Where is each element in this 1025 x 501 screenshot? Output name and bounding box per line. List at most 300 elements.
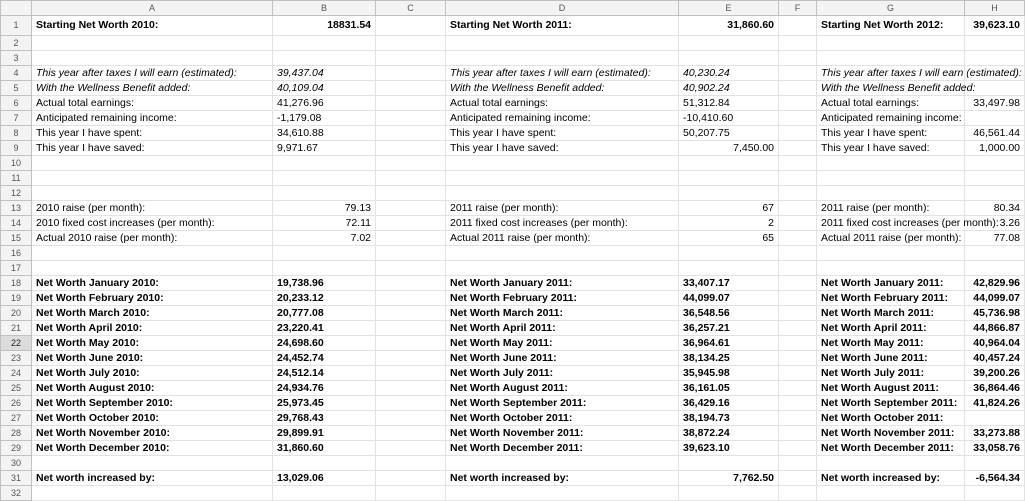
cell-b20[interactable]: 20,777.08 — [273, 306, 376, 321]
cell-d26[interactable]: Net Worth September 2011: — [446, 396, 679, 411]
row-header[interactable]: 11 — [1, 171, 32, 186]
cell-c28[interactable] — [376, 426, 446, 441]
cell-b23[interactable]: 24,452.74 — [273, 351, 376, 366]
cell-g17[interactable] — [817, 261, 965, 276]
cell-a27[interactable]: Net Worth October 2010: — [32, 411, 273, 426]
cell-g19[interactable]: Net Worth February 2011: — [817, 291, 965, 306]
cell-g30[interactable] — [817, 456, 965, 471]
cell-c15[interactable] — [376, 231, 446, 246]
cell-d21[interactable]: Net Worth April 2011: — [446, 321, 679, 336]
cell-g5[interactable]: With the Wellness Benefit added: — [817, 81, 965, 96]
cell-f14[interactable] — [779, 216, 817, 231]
cell-d25[interactable]: Net Worth August 2011: — [446, 381, 679, 396]
cell-h23[interactable]: 40,457.24 — [965, 351, 1025, 366]
cell-d7[interactable]: Anticipated remaining income: — [446, 111, 679, 126]
cell-d16[interactable] — [446, 246, 679, 261]
cell-a8[interactable]: This year I have spent: — [32, 126, 273, 141]
cell-e24[interactable]: 35,945.98 — [679, 366, 779, 381]
cell-d28[interactable]: Net Worth November 2011: — [446, 426, 679, 441]
cell-d1[interactable]: Starting Net Worth 2011: — [446, 16, 679, 36]
cell-b2[interactable] — [273, 36, 376, 51]
row-header[interactable]: 29 — [1, 441, 32, 456]
cell-h6[interactable]: 33,497.98 — [965, 96, 1025, 111]
cell-c10[interactable] — [376, 156, 446, 171]
cell-a5[interactable]: With the Wellness Benefit added: — [32, 81, 273, 96]
row-header[interactable]: 26 — [1, 396, 32, 411]
cell-d32[interactable] — [446, 486, 679, 501]
cell-c14[interactable] — [376, 216, 446, 231]
cell-e12[interactable] — [679, 186, 779, 201]
row-header[interactable]: 22 — [1, 336, 32, 351]
cell-h13[interactable]: 80.34 — [965, 201, 1025, 216]
cell-f21[interactable] — [779, 321, 817, 336]
sheet-row — [1, 171, 1025, 186]
cell-h1[interactable]: 39,623.10 — [965, 16, 1025, 36]
cell-f10[interactable] — [779, 156, 817, 171]
cell-f1[interactable] — [779, 16, 817, 36]
cell-g14[interactable]: 2011 fixed cost increases (per month): — [817, 216, 965, 231]
cell-g29[interactable]: Net Worth December 2011: — [817, 441, 965, 456]
cell-a15[interactable]: Actual 2010 raise (per month): — [32, 231, 273, 246]
row-header[interactable]: 8 — [1, 126, 32, 141]
cell-g25[interactable]: Net Worth August 2011: — [817, 381, 965, 396]
cell-h31[interactable]: -6,564.34 — [965, 471, 1025, 486]
cell-b8[interactable]: 34,610.88 — [273, 126, 376, 141]
cell-e27[interactable]: 38,194.73 — [679, 411, 779, 426]
cell-b6[interactable]: 41,276.96 — [273, 96, 376, 111]
cell-e31[interactable]: 7,762.50 — [679, 471, 779, 486]
cell-b25[interactable]: 24,934.76 — [273, 381, 376, 396]
cell-g11[interactable] — [817, 171, 965, 186]
column-header-f[interactable]: F — [779, 1, 817, 16]
cell-b3[interactable] — [273, 51, 376, 66]
row-header[interactable]: 12 — [1, 186, 32, 201]
cell-d20[interactable]: Net Worth March 2011: — [446, 306, 679, 321]
cell-c21[interactable] — [376, 321, 446, 336]
cell-d14[interactable]: 2011 fixed cost increases (per month): — [446, 216, 679, 231]
cell-d27[interactable]: Net Worth October 2011: — [446, 411, 679, 426]
cell-c30[interactable] — [376, 456, 446, 471]
row-header[interactable]: 24 — [1, 366, 32, 381]
cell-h29[interactable]: 33,058.76 — [965, 441, 1025, 456]
cell-d19[interactable]: Net Worth February 2011: — [446, 291, 679, 306]
cell-e14[interactable]: 2 — [679, 216, 779, 231]
cell-a6[interactable]: Actual total earnings: — [32, 96, 273, 111]
cell-c3[interactable] — [376, 51, 446, 66]
cell-a11[interactable] — [32, 171, 273, 186]
cell-a13[interactable]: 2010 raise (per month): — [32, 201, 273, 216]
cell-c24[interactable] — [376, 366, 446, 381]
cell-a18[interactable]: Net Worth January 2010: — [32, 276, 273, 291]
cell-f16[interactable] — [779, 246, 817, 261]
cell-c26[interactable] — [376, 396, 446, 411]
cell-c2[interactable] — [376, 36, 446, 51]
cell-g4[interactable]: This year after taxes I will earn (estimated): — [817, 66, 965, 81]
cell-e13[interactable]: 67 — [679, 201, 779, 216]
cell-e4[interactable]: 40,230.24 — [679, 66, 779, 81]
cell-e23[interactable]: 38,134.25 — [679, 351, 779, 366]
cell-e16[interactable] — [679, 246, 779, 261]
cell-g7[interactable]: Anticipated remaining income: — [817, 111, 965, 126]
cell-a30[interactable] — [32, 456, 273, 471]
cell-a20[interactable]: Net Worth March 2010: — [32, 306, 273, 321]
cell-h14[interactable]: 3.26 — [965, 216, 1025, 231]
cell-b21[interactable]: 23,220.41 — [273, 321, 376, 336]
cell-d18[interactable]: Net Worth January 2011: — [446, 276, 679, 291]
row-header[interactable]: 20 — [1, 306, 32, 321]
cell-b26[interactable]: 25,973.45 — [273, 396, 376, 411]
cell-e29[interactable]: 39,623.10 — [679, 441, 779, 456]
cell-g32[interactable] — [817, 486, 965, 501]
row-header[interactable]: 6 — [1, 96, 32, 111]
cell-d4[interactable]: This year after taxes I will earn (estimated): — [446, 66, 679, 81]
cell-b9[interactable]: 9,971.67 — [273, 141, 376, 156]
cell-a17[interactable] — [32, 261, 273, 276]
cell-f31[interactable] — [779, 471, 817, 486]
sheet-row — [1, 321, 1025, 336]
cell-a3[interactable] — [32, 51, 273, 66]
cell-a25[interactable]: Net Worth August 2010: — [32, 381, 273, 396]
cell-e11[interactable] — [679, 171, 779, 186]
cell-d30[interactable] — [446, 456, 679, 471]
cell-b32[interactable] — [273, 486, 376, 501]
cell-g16[interactable] — [817, 246, 965, 261]
cell-g28[interactable]: Net Worth November 2011: — [817, 426, 965, 441]
cell-a12[interactable] — [32, 186, 273, 201]
cell-c8[interactable] — [376, 126, 446, 141]
column-header-b[interactable]: B — [273, 1, 376, 16]
cell-f23[interactable] — [779, 351, 817, 366]
cell-f28[interactable] — [779, 426, 817, 441]
row-header[interactable]: 17 — [1, 261, 32, 276]
cell-a4[interactable]: This year after taxes I will earn (estimated): — [32, 66, 273, 81]
cell-a26[interactable]: Net Worth September 2010: — [32, 396, 273, 411]
cell-f26[interactable] — [779, 396, 817, 411]
cell-g21[interactable]: Net Worth April 2011: — [817, 321, 965, 336]
cell-d24[interactable]: Net Worth July 2011: — [446, 366, 679, 381]
row-header[interactable]: 23 — [1, 351, 32, 366]
cell-c13[interactable] — [376, 201, 446, 216]
cell-e1[interactable]: 31,860.60 — [679, 16, 779, 36]
cell-c9[interactable] — [376, 141, 446, 156]
cell-h28[interactable]: 33,273.88 — [965, 426, 1025, 441]
cell-c25[interactable] — [376, 381, 446, 396]
cell-f20[interactable] — [779, 306, 817, 321]
cell-b15[interactable]: 7.02 — [273, 231, 376, 246]
cell-a10[interactable] — [32, 156, 273, 171]
cell-a29[interactable]: Net Worth December 2010: — [32, 441, 273, 456]
cell-c6[interactable] — [376, 96, 446, 111]
cell-a16[interactable] — [32, 246, 273, 261]
cell-f7[interactable] — [779, 111, 817, 126]
cell-c16[interactable] — [376, 246, 446, 261]
cell-e30[interactable] — [679, 456, 779, 471]
cell-d29[interactable]: Net Worth December 2011: — [446, 441, 679, 456]
cell-e32[interactable] — [679, 486, 779, 501]
cell-h20[interactable]: 45,736.98 — [965, 306, 1025, 321]
cell-a31[interactable]: Net worth increased by: — [32, 471, 273, 486]
cell-f32[interactable] — [779, 486, 817, 501]
row-header[interactable]: 21 — [1, 321, 32, 336]
cell-h26[interactable]: 41,824.26 — [965, 396, 1025, 411]
cell-f8[interactable] — [779, 126, 817, 141]
cell-c7[interactable] — [376, 111, 446, 126]
cell-e28[interactable]: 38,872.24 — [679, 426, 779, 441]
row-header[interactable]: 28 — [1, 426, 32, 441]
cell-h30[interactable] — [965, 456, 1025, 471]
cell-f27[interactable] — [779, 411, 817, 426]
row-header[interactable]: 15 — [1, 231, 32, 246]
cell-a19[interactable]: Net Worth February 2010: — [32, 291, 273, 306]
cell-f2[interactable] — [779, 36, 817, 51]
cell-f29[interactable] — [779, 441, 817, 456]
row-header[interactable]: 18 — [1, 276, 32, 291]
cell-f19[interactable] — [779, 291, 817, 306]
cell-b12[interactable] — [273, 186, 376, 201]
cell-a22[interactable]: Net Worth May 2010: — [32, 336, 273, 351]
row-header[interactable]: 25 — [1, 381, 32, 396]
cell-h22[interactable]: 40,964.04 — [965, 336, 1025, 351]
cell-e26[interactable]: 36,429.16 — [679, 396, 779, 411]
cell-d17[interactable] — [446, 261, 679, 276]
cell-h15[interactable]: 77.08 — [965, 231, 1025, 246]
cell-d22[interactable]: Net Worth May 2011: — [446, 336, 679, 351]
cell-g24[interactable]: Net Worth July 2011: — [817, 366, 965, 381]
cell-g8[interactable]: This year I have spent: — [817, 126, 965, 141]
cell-f25[interactable] — [779, 381, 817, 396]
cell-h11[interactable] — [965, 171, 1025, 186]
cell-f5[interactable] — [779, 81, 817, 96]
cell-g20[interactable]: Net Worth March 2011: — [817, 306, 965, 321]
cell-c29[interactable] — [376, 441, 446, 456]
cell-e2[interactable] — [679, 36, 779, 51]
row-header[interactable]: 31 — [1, 471, 32, 486]
cell-b24[interactable]: 24,512.14 — [273, 366, 376, 381]
cell-f4[interactable] — [779, 66, 817, 81]
cell-h3[interactable] — [965, 51, 1025, 66]
row-header[interactable]: 7 — [1, 111, 32, 126]
cell-d9[interactable]: This year I have saved: — [446, 141, 679, 156]
row-header[interactable]: 2 — [1, 36, 32, 51]
cell-d11[interactable] — [446, 171, 679, 186]
cell-h7[interactable] — [965, 111, 1025, 126]
cell-f6[interactable] — [779, 96, 817, 111]
cell-b17[interactable] — [273, 261, 376, 276]
cell-c23[interactable] — [376, 351, 446, 366]
cell-c18[interactable] — [376, 276, 446, 291]
cell-g6[interactable]: Actual total earnings: — [817, 96, 965, 111]
cell-d8[interactable]: This year I have spent: — [446, 126, 679, 141]
cell-f22[interactable] — [779, 336, 817, 351]
cell-c20[interactable] — [376, 306, 446, 321]
row-header[interactable]: 13 — [1, 201, 32, 216]
cell-h9[interactable]: 1,000.00 — [965, 141, 1025, 156]
cell-a9[interactable]: This year I have saved: — [32, 141, 273, 156]
cell-a23[interactable]: Net Worth June 2010: — [32, 351, 273, 366]
row-header[interactable]: 10 — [1, 156, 32, 171]
cell-c11[interactable] — [376, 171, 446, 186]
row-header[interactable]: 14 — [1, 216, 32, 231]
cell-c32[interactable] — [376, 486, 446, 501]
cell-d13[interactable]: 2011 raise (per month): — [446, 201, 679, 216]
sheet-row — [1, 486, 1025, 501]
cell-h17[interactable] — [965, 261, 1025, 276]
cell-e20[interactable]: 36,548.56 — [679, 306, 779, 321]
cell-d31[interactable]: Net worth increased by: — [446, 471, 679, 486]
sheet-row — [1, 366, 1025, 381]
cell-b13[interactable]: 79.13 — [273, 201, 376, 216]
cell-b28[interactable]: 29,899.91 — [273, 426, 376, 441]
cell-f9[interactable] — [779, 141, 817, 156]
row-header[interactable]: 1 — [1, 16, 32, 36]
cell-a28[interactable]: Net Worth November 2010: — [32, 426, 273, 441]
row-header[interactable]: 5 — [1, 81, 32, 96]
cell-g23[interactable]: Net Worth June 2011: — [817, 351, 965, 366]
select-all-corner[interactable] — [1, 1, 32, 16]
row-header[interactable]: 3 — [1, 51, 32, 66]
cell-d5[interactable]: With the Wellness Benefit added: — [446, 81, 679, 96]
cell-c27[interactable] — [376, 411, 446, 426]
cell-h32[interactable] — [965, 486, 1025, 501]
cell-e6[interactable]: 51,312.84 — [679, 96, 779, 111]
cell-h27[interactable] — [965, 411, 1025, 426]
cell-f13[interactable] — [779, 201, 817, 216]
cell-b29[interactable]: 31,860.60 — [273, 441, 376, 456]
cell-c19[interactable] — [376, 291, 446, 306]
cell-e8[interactable]: 50,207.75 — [679, 126, 779, 141]
cell-a2[interactable] — [32, 36, 273, 51]
cell-f17[interactable] — [779, 261, 817, 276]
cell-b1[interactable]: 18831.54 — [273, 16, 376, 36]
column-header-e[interactable]: E — [679, 1, 779, 16]
cell-e3[interactable] — [679, 51, 779, 66]
cell-f11[interactable] — [779, 171, 817, 186]
cell-f30[interactable] — [779, 456, 817, 471]
cell-h12[interactable] — [965, 186, 1025, 201]
cell-b22[interactable]: 24,698.60 — [273, 336, 376, 351]
cell-g1[interactable]: Starting Net Worth 2012: — [817, 16, 965, 36]
cell-e19[interactable]: 44,099.07 — [679, 291, 779, 306]
cell-h2[interactable] — [965, 36, 1025, 51]
row-header[interactable]: 16 — [1, 246, 32, 261]
cell-c5[interactable] — [376, 81, 446, 96]
cell-f24[interactable] — [779, 366, 817, 381]
cell-e10[interactable] — [679, 156, 779, 171]
cell-g26[interactable]: Net Worth September 2011: — [817, 396, 965, 411]
cell-a21[interactable]: Net Worth April 2010: — [32, 321, 273, 336]
cell-e21[interactable]: 36,257.21 — [679, 321, 779, 336]
cell-h25[interactable]: 36,864.46 — [965, 381, 1025, 396]
cell-g10[interactable] — [817, 156, 965, 171]
cell-b14[interactable]: 72.11 — [273, 216, 376, 231]
cell-e22[interactable]: 36,964.61 — [679, 336, 779, 351]
cell-e15[interactable]: 65 — [679, 231, 779, 246]
row-header[interactable]: 19 — [1, 291, 32, 306]
cell-d15[interactable]: Actual 2011 raise (per month): — [446, 231, 679, 246]
cell-h21[interactable]: 44,866.87 — [965, 321, 1025, 336]
column-header-a[interactable]: A — [32, 1, 273, 16]
cell-a24[interactable]: Net Worth July 2010: — [32, 366, 273, 381]
cell-b19[interactable]: 20,233.12 — [273, 291, 376, 306]
cell-b5[interactable]: 40,109.04 — [273, 81, 376, 96]
cell-b11[interactable] — [273, 171, 376, 186]
column-header-h[interactable]: H — [965, 1, 1025, 16]
cell-h10[interactable] — [965, 156, 1025, 171]
cell-a1[interactable]: Starting Net Worth 2010: — [32, 16, 273, 36]
cell-d12[interactable] — [446, 186, 679, 201]
row-header[interactable]: 30 — [1, 456, 32, 471]
cell-c1[interactable] — [376, 16, 446, 36]
cell-d10[interactable] — [446, 156, 679, 171]
cell-f3[interactable] — [779, 51, 817, 66]
cell-e7[interactable]: -10,410.60 — [679, 111, 779, 126]
cell-d6[interactable]: Actual total earnings: — [446, 96, 679, 111]
cell-b10[interactable] — [273, 156, 376, 171]
cell-e18[interactable]: 33,407.17 — [679, 276, 779, 291]
cell-c17[interactable] — [376, 261, 446, 276]
cell-b30[interactable] — [273, 456, 376, 471]
cell-a14[interactable]: 2010 fixed cost increases (per month): — [32, 216, 273, 231]
cell-d23[interactable]: Net Worth June 2011: — [446, 351, 679, 366]
cell-h8[interactable]: 46,561.44 — [965, 126, 1025, 141]
column-header-d[interactable]: D — [446, 1, 679, 16]
cell-g27[interactable]: Net Worth October 2011: — [817, 411, 965, 426]
cell-c31[interactable] — [376, 471, 446, 486]
cell-a7[interactable]: Anticipated remaining income: — [32, 111, 273, 126]
cell-b27[interactable]: 29,768.43 — [273, 411, 376, 426]
cell-g9[interactable]: This year I have saved: — [817, 141, 965, 156]
cell-e5[interactable]: 40,902.24 — [679, 81, 779, 96]
cell-h16[interactable] — [965, 246, 1025, 261]
cell-e25[interactable]: 36,161.05 — [679, 381, 779, 396]
row-header[interactable]: 27 — [1, 411, 32, 426]
cell-b18[interactable]: 19,738.96 — [273, 276, 376, 291]
cell-d2[interactable] — [446, 36, 679, 51]
cell-g3[interactable] — [817, 51, 965, 66]
cell-f12[interactable] — [779, 186, 817, 201]
cell-h19[interactable]: 44,099.07 — [965, 291, 1025, 306]
cell-f18[interactable] — [779, 276, 817, 291]
cell-e17[interactable] — [679, 261, 779, 276]
cell-g2[interactable] — [817, 36, 965, 51]
column-header-c[interactable]: C — [376, 1, 446, 16]
row-header[interactable]: 32 — [1, 486, 32, 501]
cell-g18[interactable]: Net Worth January 2011: — [817, 276, 965, 291]
cell-g15[interactable]: Actual 2011 raise (per month): — [817, 231, 965, 246]
cell-h24[interactable]: 39,200.26 — [965, 366, 1025, 381]
cell-g12[interactable] — [817, 186, 965, 201]
cell-c22[interactable] — [376, 336, 446, 351]
cell-b7[interactable]: -1,179.08 — [273, 111, 376, 126]
row-header[interactable]: 4 — [1, 66, 32, 81]
cell-b4[interactable]: 39,437.04 — [273, 66, 376, 81]
column-header-g[interactable]: G — [817, 1, 965, 16]
cell-a32[interactable] — [32, 486, 273, 501]
cell-d3[interactable] — [446, 51, 679, 66]
cell-g31[interactable]: Net worth increased by: — [817, 471, 965, 486]
sheet-row — [1, 261, 1025, 276]
cell-f15[interactable] — [779, 231, 817, 246]
row-header[interactable]: 9 — [1, 141, 32, 156]
cell-b31[interactable]: 13,029.06 — [273, 471, 376, 486]
cell-h18[interactable]: 42,829.96 — [965, 276, 1025, 291]
cell-c12[interactable] — [376, 186, 446, 201]
cell-e9[interactable]: 7,450.00 — [679, 141, 779, 156]
cell-c4[interactable] — [376, 66, 446, 81]
cell-b16[interactable] — [273, 246, 376, 261]
cell-g22[interactable]: Net Worth May 2011: — [817, 336, 965, 351]
cell-g13[interactable]: 2011 raise (per month): — [817, 201, 965, 216]
